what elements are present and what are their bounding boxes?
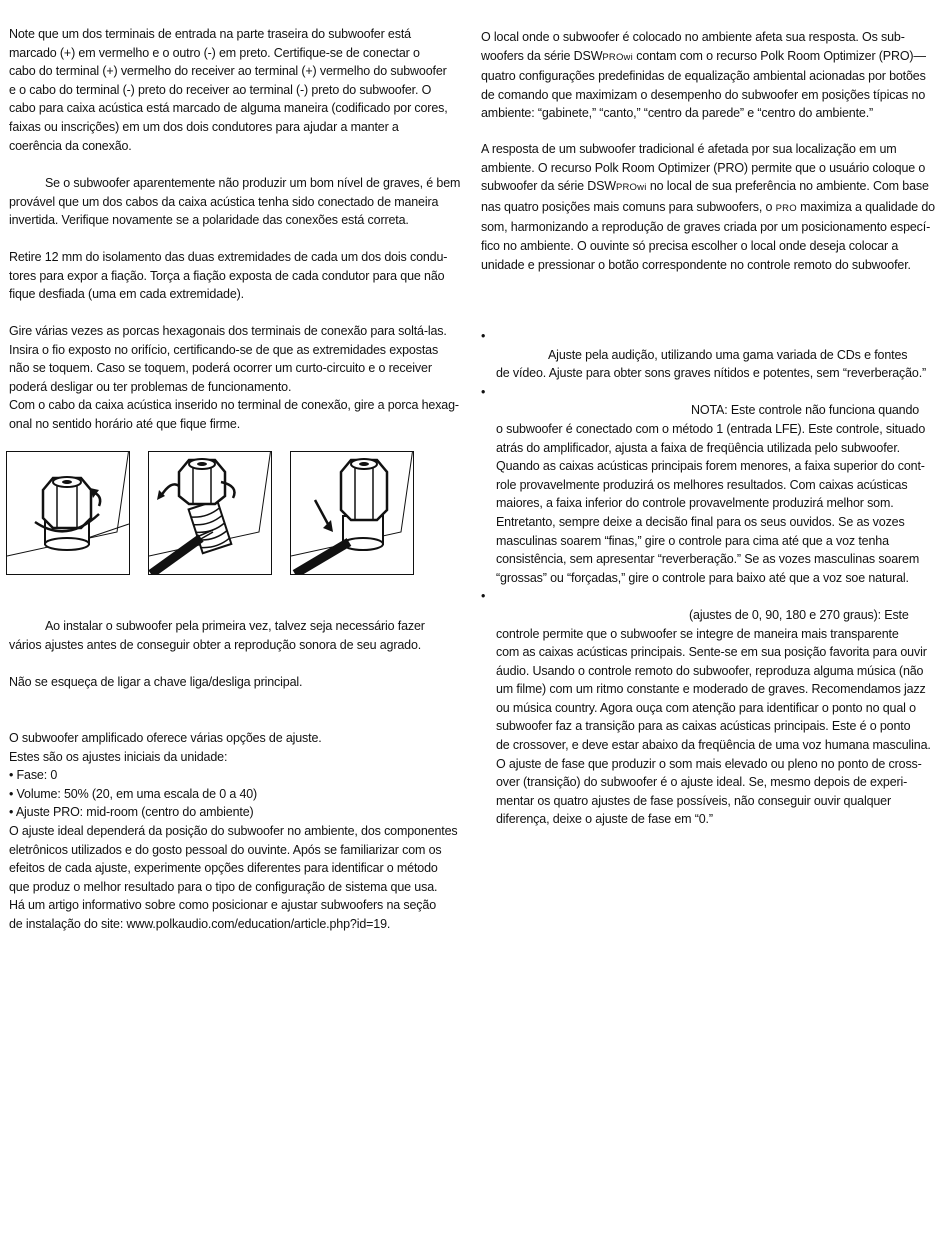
bullet-dot: • (481, 384, 486, 399)
list-item-phase (481, 587, 941, 829)
text-run: A resposta de um subwoofer tradicional é afetada por sua localização em um ambiente. O recurso Polk Room Optimizer (PRO) permite que o usuário coloque o subwoofer da série DSW (481, 142, 926, 194)
first-install-paragraph: Ao instalar o subwoofer pela primeira vez, talvez seja necessário fazer vários ajustes antes de conseguir obter a reprodução sonora de seu agrado. (9, 619, 425, 652)
bullet-dot: • (481, 329, 486, 343)
list-item-volume (481, 327, 941, 383)
figure-tighten-nut (290, 451, 414, 575)
binding-post-paragraph: Gire várias vezes as porcas hexagonais dos terminais de conexão para soltá-las. Insira o fio exposto no orifício, certificando-se de que as extremidades expostas não se toquem. Caso se toquem, poderá ocorrer um curto-circuito e o receiver poderá desligar ou ter problemas de funcionamento. Com o cabo da caixa acústica inserido no terminal de conexão, gire a porca hexag- onal no sentido horário até que fique firme. (9, 324, 459, 431)
adjustment-list (481, 327, 941, 829)
list-item-text: Ajuste pela audição, utilizando uma gama variada de CDs e fontes de vídeo. Ajuste para obter sons graves nítidos e potentes, sem “reverberação.” (496, 347, 927, 381)
polarity-paragraph: Note que um dos terminais de entrada na parte traseira do subwoofer está marcado (+) em vermelho e o outro (-) em preto. Certifique-se de conectar o cabo do terminal (+) vermelho do receiver ao terminal (+) vermelho do subwoofer e o cabo do terminal (-) preto do receiver ao terminal (-) preto do subwoofer. O cabo para caixa acústica está marcado de alguma maneira (codificado por cores, faixas ou inscrições) em um dos dois condutores para ajudar a manter a coerência da conexão. (9, 27, 448, 153)
model-suffix: wi (637, 182, 647, 194)
bullet-dot: • (481, 589, 486, 604)
room-optimizer-intro-paragraph (481, 28, 941, 123)
list-item-text: NOTA: Este controle não funciona quando o subwoofer é conectado com o método 1 (entrada LFE). Este controle, situado atrás do amplificador, ajusta a faixa de freqüência utilizada pelo subwoofer. Quando as caixas acústicas principais forem menores, a faixa superior do cont- role provavelmente produzirá os melhores resultados. Com caixas acústicas maiores, a faixa inferior do controle provavelmente produzirá melhor som. Entretanto, sempre deixe a decisão final para os seus ouvidos. Se as vozes masculinas soarem “finas,” gire o controle para cima até que a voz tenha consistência, sem apresentar “reverberação.” Se as vozes masculinas soarem “grossas” ou “forçadas,” gire o controle para baixo até que a voz soe natural. (496, 403, 926, 585)
binding-post-insert-wire-icon (149, 452, 271, 574)
binding-post-loosen-icon (7, 452, 129, 574)
strip-wire-paragraph: Retire 12 mm do isolamento das duas extremidades de cada um dos dois condu- tores para expor a fiação. Torça a fiação exposta de cada condutor para que não fique desfiada (uma em cada extremidade). (9, 250, 448, 302)
figure-insert-wire (148, 451, 272, 575)
model-smallcaps: PRO (602, 51, 624, 63)
text-run: maximiza a qualidade do som, harmonizando a reprodução de graves criada por um posicionamento especí- fico no ambiente. O ouvinte só precisa escolher o local onde deseja colocar a unidade e pressionar o botão correspondente no controle remoto do subwoofer. (481, 199, 935, 272)
model-suffix: wi (623, 51, 633, 63)
binding-post-figures (6, 451, 426, 575)
text-run: no local de sua preferência no ambiente. Com base nas quatro posições mais comuns para subwoofers, o (481, 179, 929, 214)
figure-loosen-nut (6, 451, 130, 575)
initial-settings-paragraph: O subwoofer amplificado oferece várias opções de ajuste. Estes são os ajustes iniciais da unidade: • Fase: 0 • Volume: 50% (20, em uma escala de 0 a 40) • Ajuste PRO: mid-room (centro do ambiente) O ajuste ideal dependerá da posição do subwoofer no ambiente, dos componentes eletrônicos utilizados e do gosto pessoal do ouvinte. Após se familiarizar com os efeitos de cada ajuste, experimente opções diferentes para identificar o método que produz o melhor resultado para o tipo de configuração de sistema que usa. Há um artigo informativo sobre como posicionar e ajustar subwoofers na seção de instalação do site: www.polkaudio.com/education/article.php?id=19. (9, 731, 458, 931)
room-optimizer-paragraph (481, 140, 941, 274)
power-switch-paragraph: Não se esqueça de ligar a chave liga/desliga principal. (9, 675, 303, 689)
list-item-text: (ajustes de 0, 90, 180 e 270 graus): Este controle permite que o subwoofer se integre de maneira mais transparente com as caixas acústicas principais. Sente-se em sua posição favorita para ouvir áudio. Usando o controle remoto do subwoofer, reproduza alguma música (não um filme) com um ritmo constante e moderado de graves. Recomendamos jazz ou música country. Agora ouça com atenção para identificar o ponto no qual o subwoofer faz a transição para as caixas acústicas principais. Este é o ponto de crossover, e deve estar abaixo da freqüência de uma voz humana masculina. O ajuste de fase que produzir o som mais elevado ou pleno no ponto de cross- over (transição) do subwoofer é o ajuste ideal. Se, mesmo depois de experi- mentar os quatro ajustes de fase possíveis, não conseguir ouvir qualquer diferença, deixe o ajuste de fase em “0.” (496, 607, 931, 827)
text-run: contam com o recurso Polk Room Optimizer (PRO)— quatro configurações predefinidas de equalização ambiental acionadas por botões de comando que maximizam o desempenho do subwoofer em posições típicas no ambiente: “gabinete,” “canto,” “centro da parede” e “centro do ambiente.” (481, 48, 926, 121)
list-item-crossover (481, 383, 941, 588)
binding-post-tighten-icon (291, 452, 413, 574)
low-bass-paragraph: Se o subwoofer aparentemente não produzir um bom nível de graves, é bem provável que um dos cabos da caixa acústica tenha sido conectado de maneira invertida. Verifique novamente se a polaridade das conexões está correta. (9, 176, 461, 228)
model-smallcaps: PRO (615, 182, 638, 194)
text-run: O local onde o subwoofer é colocado no ambiente afeta sua resposta. Os sub- woofers da série DSW (481, 30, 905, 63)
pro-smallcaps: PRO (775, 202, 797, 214)
